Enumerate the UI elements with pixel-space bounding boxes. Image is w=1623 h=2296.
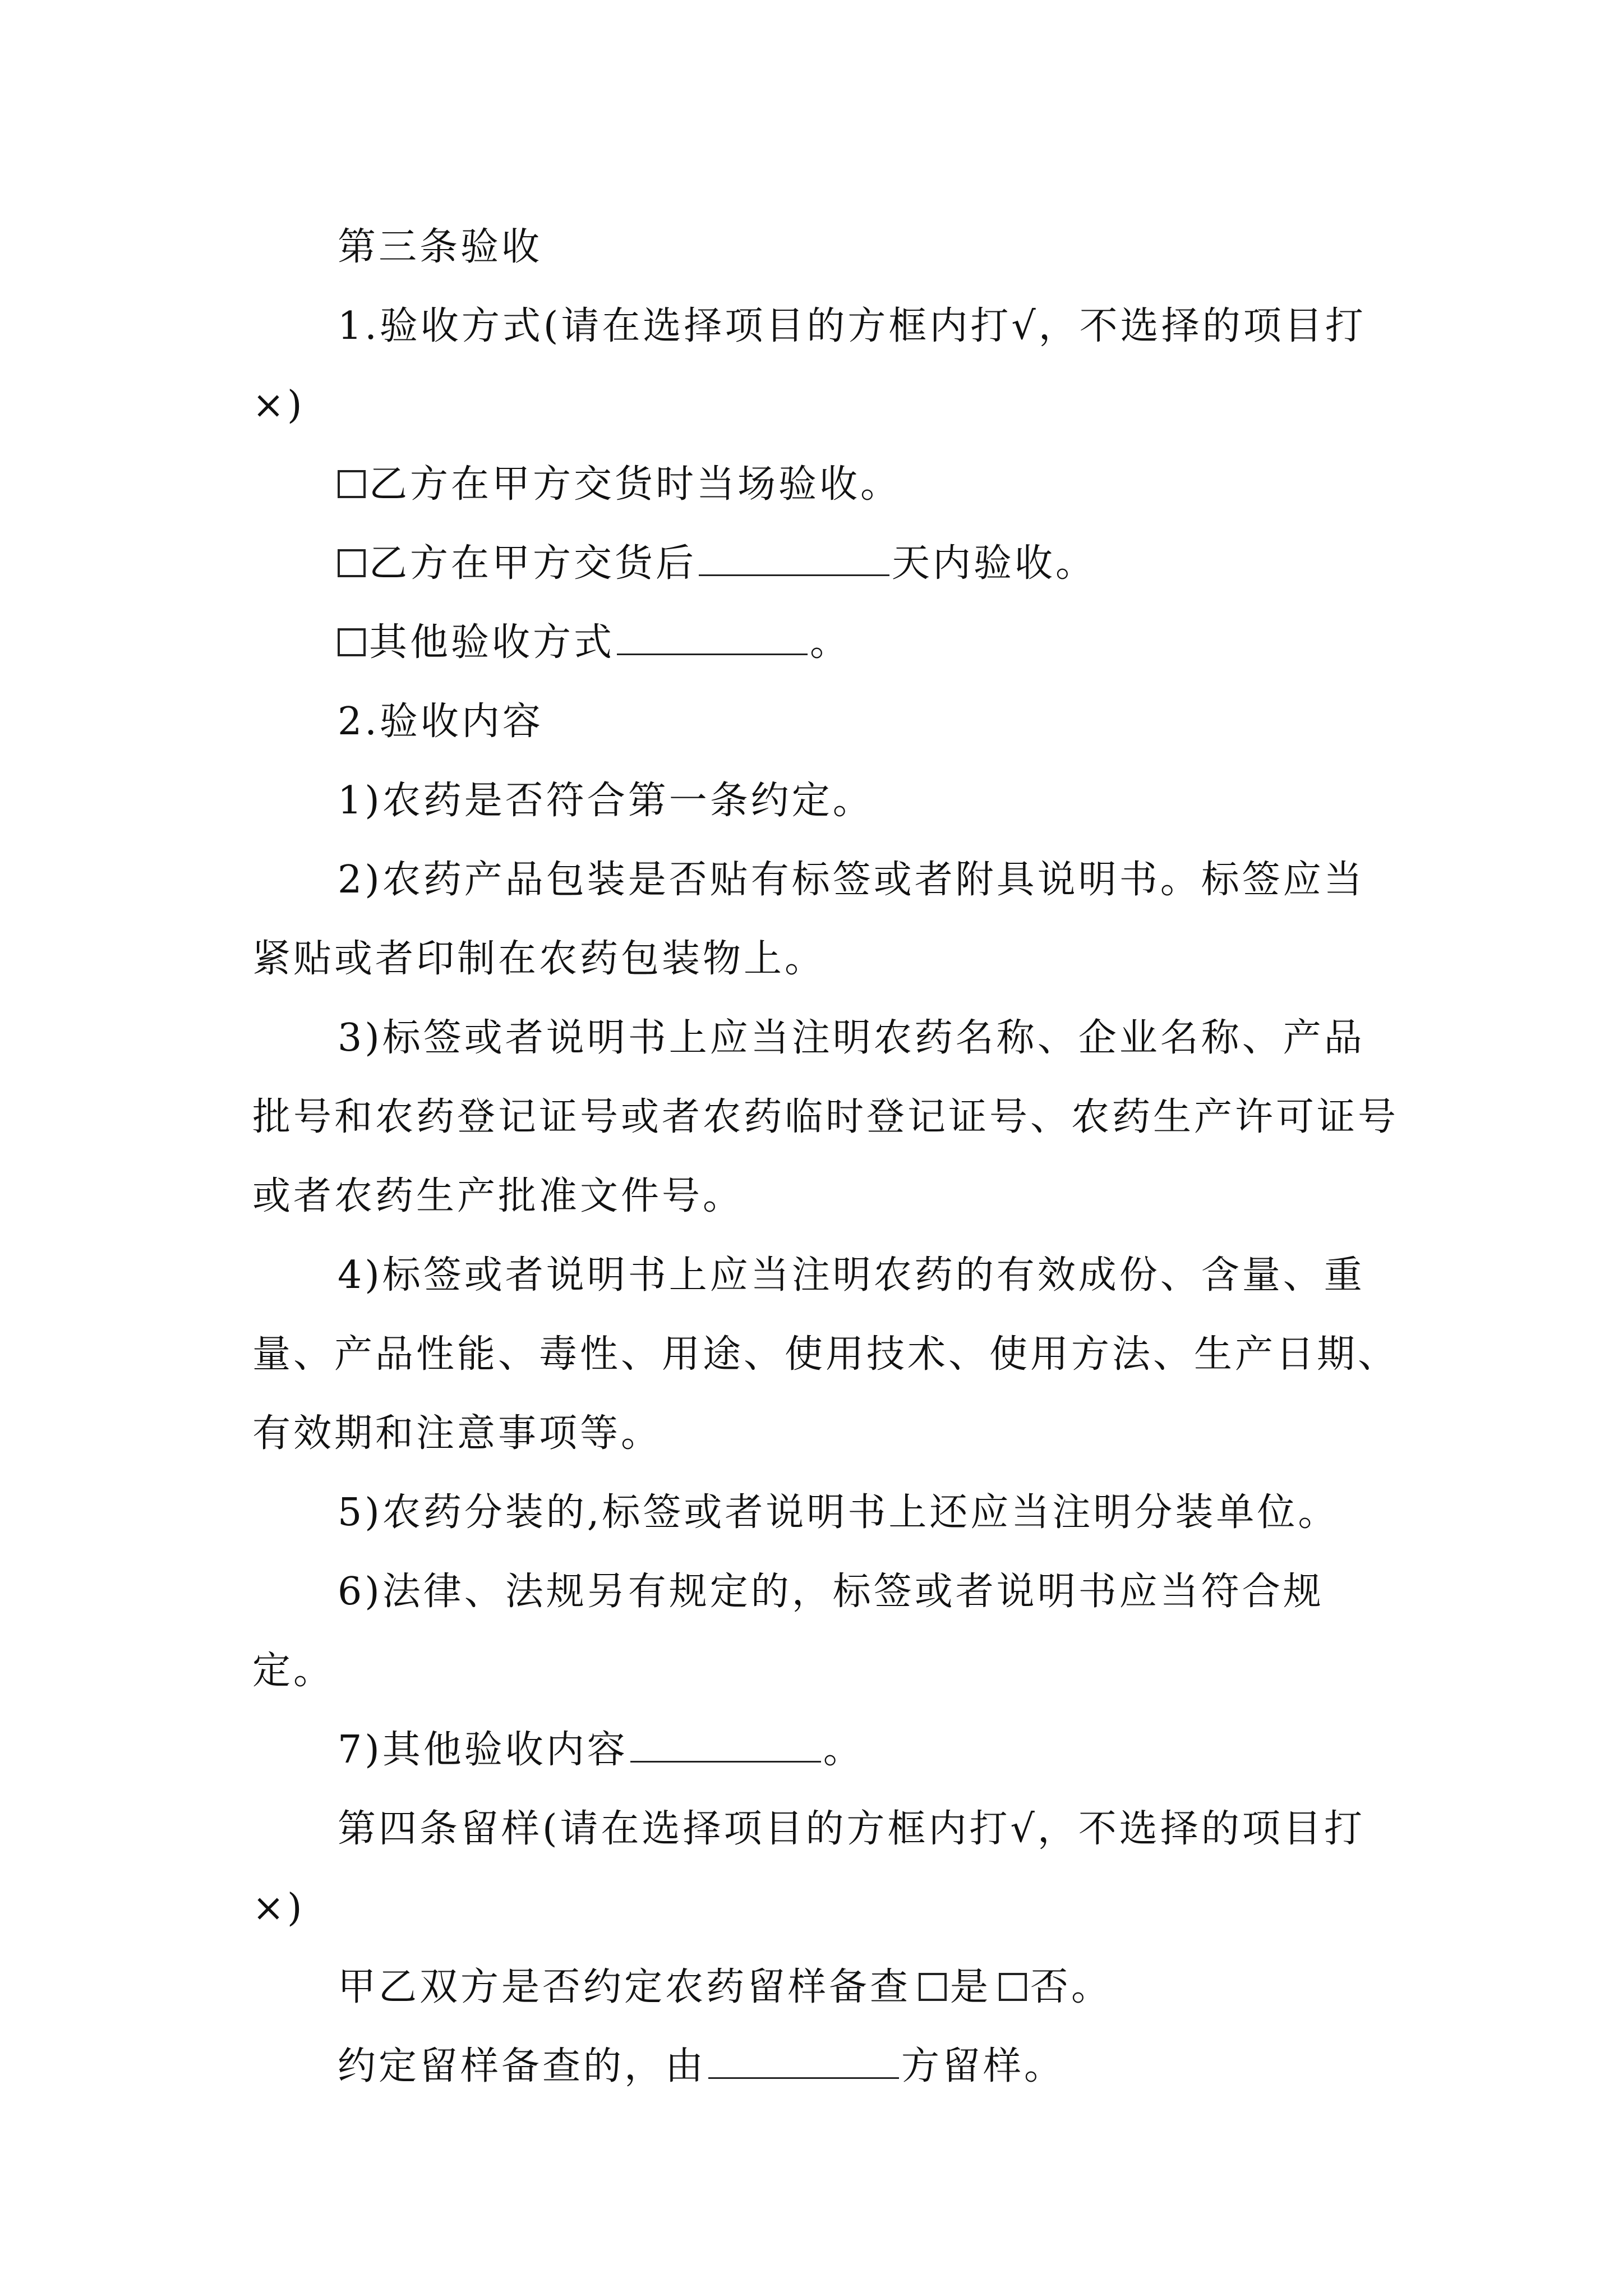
checkbox-option-3[interactable] <box>338 628 366 656</box>
checkbox-option-2[interactable] <box>338 549 366 577</box>
other-content-blank-field[interactable] <box>630 1720 821 1763</box>
article3-title: 第三条验收 <box>338 225 543 269</box>
no-label: 否。 <box>1030 1965 1113 2009</box>
sample-keeper-after: 方留样。 <box>901 2044 1066 2088</box>
content-item-2: 2)农药产品包装是否贴有标签或者附具说明书。标签应当紧贴或者印制在农药包装物上。 <box>252 858 1365 981</box>
sample-keeper-before: 约定留样备查的，由 <box>338 2044 707 2088</box>
item-7-text-after: 。 <box>823 1728 864 1772</box>
content-item-6: 6)法律、法规另有规定的，标签或者说明书应当符合规定。 <box>252 1570 1324 1693</box>
option-1-text: 乙方在甲方交货时当场验收。 <box>369 462 902 507</box>
acceptance-method-heading: 1.验收方式(请在选择项目的方框内打√，不选择的项目打×) <box>252 304 1366 427</box>
content-item-5: 5)农药分装的,标签或者说明书上还应当注明分装单位。 <box>338 1490 1339 1535</box>
sample-keeper-line <box>252 2027 1402 2106</box>
checkbox-yes[interactable] <box>919 1973 947 2001</box>
other-method-blank-field[interactable] <box>617 613 808 655</box>
content-item-4: 4)标签或者说明书上应当注明农药的有效成份、含量、重量、产品性能、毒性、用途、使用技术、使用方法、生产日期、有效期和注意事项等。 <box>252 1253 1399 1456</box>
acceptance-option-3 <box>252 603 1402 682</box>
checkbox-option-1[interactable] <box>338 470 366 498</box>
sample-party-blank-field[interactable] <box>708 2037 899 2079</box>
sample-question-line <box>252 1948 1402 2027</box>
option-2-text-after: 天内验收。 <box>892 541 1097 586</box>
option-2-text-before: 乙方在甲方交货后 <box>369 541 697 586</box>
content-item-1: 1)农药是否符合第一条约定。 <box>338 779 874 823</box>
content-item-3: 3)标签或者说明书上应当注明农药名称、企业名称、产品批号和农药登记证号或者农药临时登记证号、农药生产许可证号或者农药生产批准文件号。 <box>252 1016 1399 1218</box>
acceptance-option-1 <box>252 445 1402 524</box>
checkbox-no[interactable] <box>999 1973 1027 2001</box>
option-3-text-after: 。 <box>810 620 851 665</box>
yes-label: 是 <box>950 1965 992 2009</box>
content-item-7 <box>252 1710 1402 1789</box>
item-7-text-before: 7)其他验收内容 <box>338 1728 628 1772</box>
acceptance-option-2 <box>252 524 1402 603</box>
document-body <box>252 208 1402 2106</box>
article4-heading: 第四条留样(请在选择项目的方框内打√，不选择的项目打×) <box>252 1807 1365 1930</box>
days-blank-field[interactable] <box>699 534 889 576</box>
acceptance-content-heading: 2.验收内容 <box>338 700 543 744</box>
option-3-text-before: 其他验收方式 <box>369 620 615 665</box>
sample-question-text: 甲乙双方是否约定农药留样备查 <box>338 1965 911 2009</box>
